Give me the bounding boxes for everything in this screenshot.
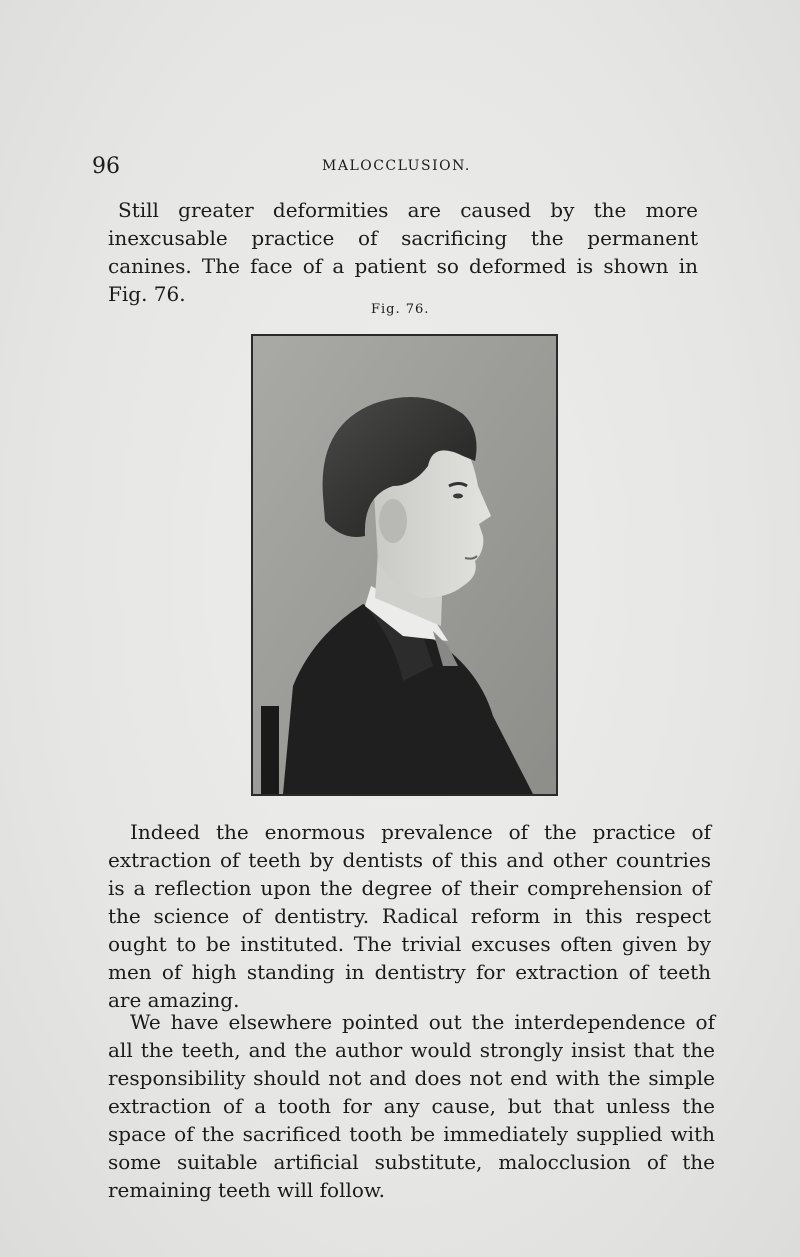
running-head: MALOCCLUSION. xyxy=(322,158,471,174)
paragraph-1: Still greater deformities are caused by the more inexcusable practice of sacrificing the permanent canines. The face of a patient so deformed is shown in Fig. 76. xyxy=(108,198,698,306)
page-header xyxy=(92,150,712,186)
paragraph-2: Indeed the enormous prevalence of the practice of extraction of teeth by dentists of this and other countries is a reflection upon the degree of their comprehension of the science of dentistry. Radical reform in this respect ought to be instituted. The trivial excuses often given by men of high standing in dentistry for extraction of teeth are amazing. xyxy=(108,820,711,1012)
profile-portrait-image xyxy=(253,336,556,794)
figure-76-photograph xyxy=(251,334,558,796)
figure-caption: Fig. 76. xyxy=(371,302,430,317)
page-number: 96 xyxy=(92,154,120,179)
paragraph-3: We have elsewhere pointed out the interdependence of all the teeth, and the author would strongly insist that the responsibility should not and does not end with the simple extraction of a tooth for any cause, but that unless the space of the sacrificed tooth be immediately supplied with some suitable artificial substitute, malocclusion of the remaining teeth will follow. xyxy=(108,1010,715,1202)
